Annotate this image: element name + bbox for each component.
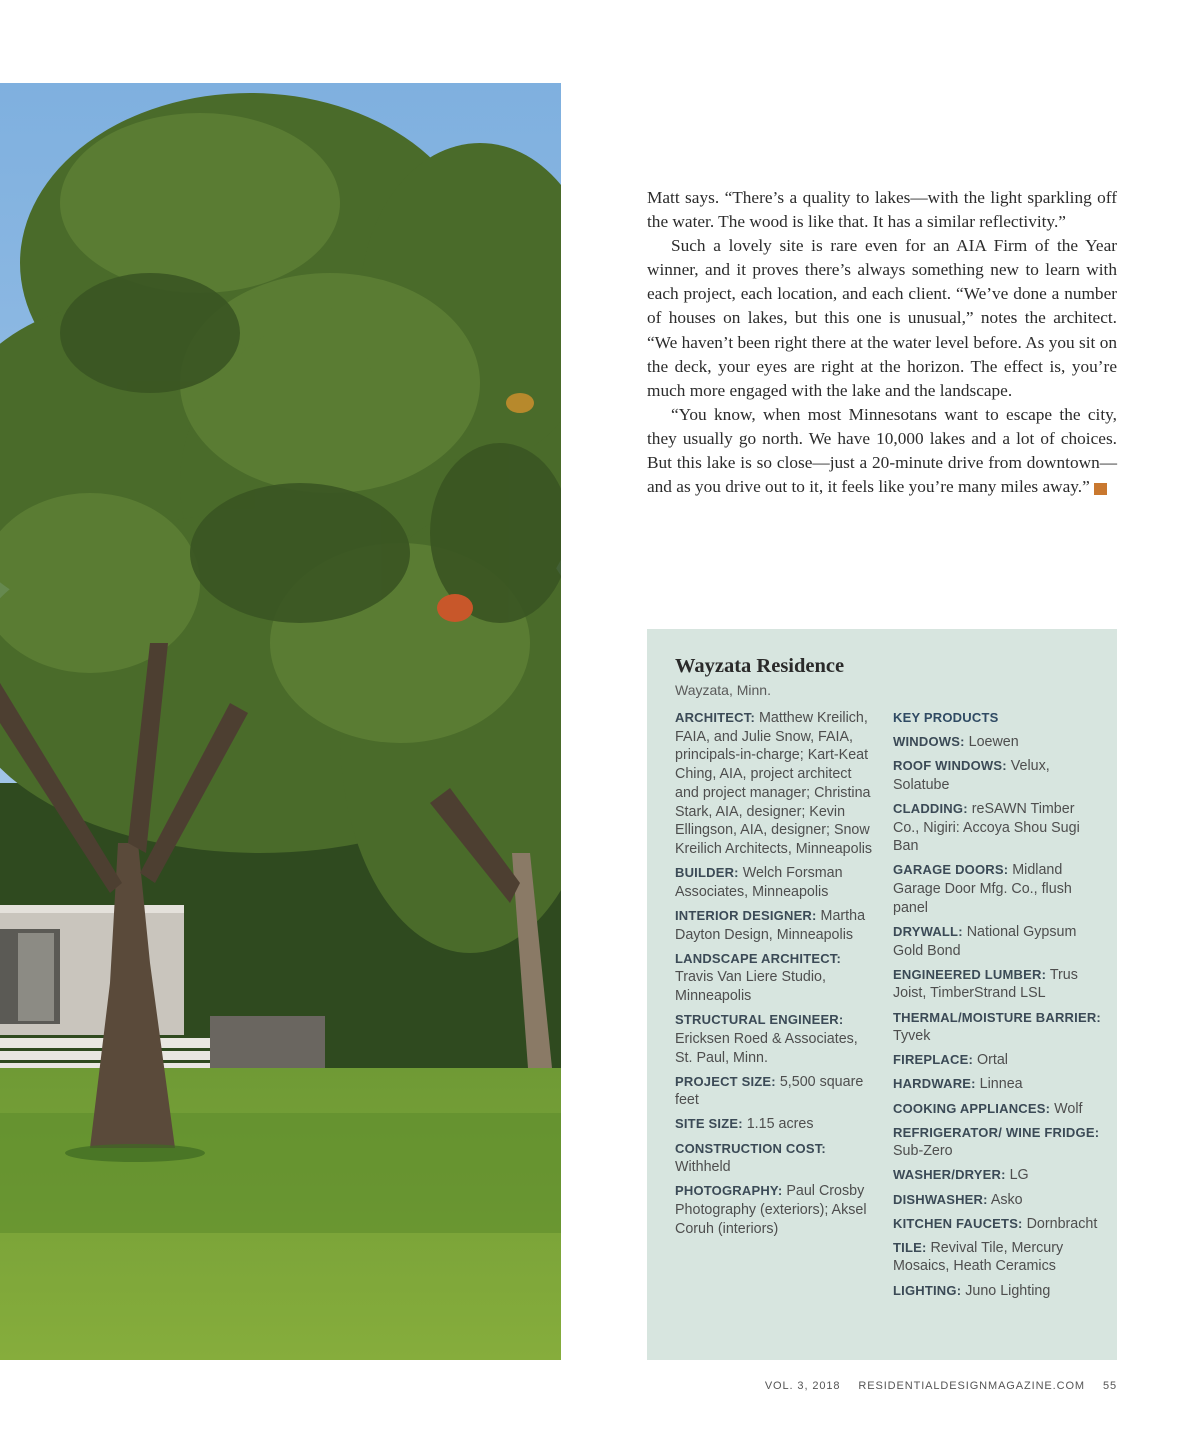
credit-entry — [893, 1239, 1103, 1276]
credit-entry — [893, 757, 1103, 794]
project-credits-box — [647, 629, 1117, 1360]
credit-value: Dornbracht — [1026, 1215, 1098, 1232]
credit-value: Welch Forsman Associates, Minneapolis — [675, 865, 843, 900]
credit-label: ENGINEERED LUMBER: — [893, 966, 1047, 982]
credit-label: STRUCTURAL ENGINEER: — [675, 1012, 844, 1028]
credit-value: 1.15 acres — [746, 1116, 814, 1133]
credit-value: Sub-Zero — [893, 1143, 953, 1160]
credit-label: REFRIGERATOR/ WINE FRIDGE: — [893, 1124, 1100, 1140]
key-products-heading: KEY PRODUCTS — [893, 710, 999, 725]
credit-label: DRYWALL: — [893, 923, 963, 939]
article-body — [647, 186, 1128, 499]
credit-label: LANDSCAPE ARCHITECT: — [675, 950, 842, 966]
credit-entry — [893, 1124, 1103, 1161]
credit-label: CONSTRUCTION COST: — [675, 1140, 826, 1156]
credit-entry — [893, 1282, 1103, 1301]
credit-label: GARAGE DOORS: — [893, 862, 1009, 878]
credit-label: PHOTOGRAPHY: — [675, 1183, 783, 1199]
credit-value: Matthew Kreilich, FAIA, and Julie Snow, FAIA, principals-in-charge; Kart-Keat Ching, AIA, project architect and project manager; Christina Stark, AIA, designer; Kevin Ellingson, AIA, designer; Snow Kreilich Architects, Minneapolis — [675, 710, 873, 857]
credit-entry — [893, 861, 1103, 917]
credit-value: Travis Van Liere Studio, Minneapolis — [675, 969, 826, 1005]
credit-value: Ericksen Roed & Associates, St. Paul, Minn. — [675, 1030, 858, 1066]
credit-label: BUILDER: — [675, 865, 739, 881]
tree-and-lawn-photo — [0, 83, 561, 1360]
credit-label: PROJECT SIZE: — [675, 1073, 776, 1089]
key-products-column — [893, 709, 1103, 1306]
credit-label: TILE: — [893, 1239, 927, 1255]
article-paragraph: Such a lovely site is rare even for an AIA Firm of the Year winner, and it proves there’s always something new to learn with each project, each location, and each client. “We’ve done a number of houses on lakes, but this one is unusual,” notes the architect. “We haven’t been right there at the water level before. As you sit on the deck, your eyes are right at the horizon. The effect is, you’re much more engaged with the lake and the landscape. — [647, 236, 1117, 400]
credit-value: 5,500 square feet — [675, 1073, 864, 1109]
credit-entry — [893, 923, 1103, 960]
page-footer — [765, 1380, 1117, 1392]
credit-entry — [675, 1115, 875, 1134]
credit-entry — [675, 864, 875, 901]
article-paragraph — [647, 403, 1128, 499]
credit-label: ROOF WINDOWS: — [893, 758, 1007, 774]
credit-value: Revival Tile, Mercury Mosaics, Heath Ceramics — [893, 1239, 1064, 1275]
credit-entry — [675, 907, 875, 944]
credit-label: SITE SIZE: — [675, 1116, 743, 1132]
credit-label: ARCHITECT: — [675, 710, 755, 725]
end-of-article-mark: RD — [1094, 483, 1107, 495]
credit-label: DISHWASHER: — [893, 1191, 988, 1207]
credits-column — [675, 709, 875, 1244]
credit-value: National Gypsum Gold Bond — [893, 923, 1077, 959]
credit-value: LG — [1009, 1167, 1029, 1184]
project-location: Wayzata, Minn. — [675, 682, 771, 698]
credit-entry — [675, 1182, 875, 1238]
credit-entry — [675, 1140, 875, 1177]
credit-entry — [675, 709, 875, 859]
credit-value: Loewen — [968, 734, 1019, 751]
credit-entry — [893, 1075, 1103, 1094]
credit-value: Wolf — [1054, 1100, 1083, 1117]
credit-entry — [893, 1191, 1103, 1210]
credit-value: Linnea — [979, 1076, 1023, 1093]
credit-value: Trus Joist, TimberStrand LSL — [893, 966, 1078, 1002]
credit-entry — [893, 1100, 1103, 1119]
credit-value: Paul Crosby Photography (exteriors); Aksel Coruh (interiors) — [675, 1183, 867, 1237]
credit-entry — [893, 1166, 1103, 1185]
credit-value: Midland Garage Door Mfg. Co., flush panel — [893, 862, 1072, 916]
credit-entry — [675, 1011, 875, 1067]
credit-label: CLADDING: — [893, 800, 968, 816]
credit-label: INTERIOR DESIGNER: — [675, 907, 817, 923]
credit-label: WINDOWS: — [893, 734, 965, 750]
credit-value: Asko — [990, 1191, 1023, 1208]
credit-value: Velux, Solatube — [893, 758, 1050, 793]
page-number: 55 — [1102, 1380, 1117, 1392]
credit-entry — [893, 1009, 1103, 1046]
article-paragraph-text: “You know, when most Minnesotans want to escape the city, they usually go north. We have 10,000 lakes and a lot of choices. But this lake is so close—just a 20-minute drive from downtown—and as you drive out to it, it feels like you’re many miles away.” — [647, 404, 1117, 497]
credit-label: THERMAL/MOISTURE BARRIER: — [893, 1009, 1101, 1025]
project-title: Wayzata Residence — [675, 655, 845, 677]
credit-label: WASHER/DRYER: — [893, 1167, 1006, 1183]
credit-label: COOKING APPLIANCES: — [893, 1100, 1051, 1116]
issue-volume: VOL. 3, 2018 — [764, 1380, 841, 1392]
credit-entry — [675, 1073, 875, 1110]
credit-entry — [893, 800, 1103, 856]
credit-label: HARDWARE: — [893, 1076, 976, 1092]
credit-label: KITCHEN FAUCETS: — [893, 1215, 1023, 1231]
credit-value: Ortal — [976, 1052, 1008, 1069]
credit-value: Withheld — [675, 1159, 731, 1176]
credit-entry — [893, 1215, 1103, 1234]
credit-value: Juno Lighting — [965, 1282, 1051, 1299]
credit-value: Tyvek — [893, 1028, 931, 1045]
credit-value: reSAWN Timber Co., Nigiri: Accoya Shou Sugi Ban — [893, 800, 1080, 855]
credit-entry — [893, 733, 1103, 752]
article-paragraph: Matt says. “There’s a quality to lakes—with the light sparkling off the water. The wood is like that. It has a similar reflectivity.” — [647, 188, 1117, 232]
credit-entry — [675, 950, 875, 1006]
credit-entry — [893, 966, 1103, 1003]
credit-entry — [893, 1051, 1103, 1070]
magazine-website: RESIDENTIALDESIGNMAGAZINE.COM — [858, 1380, 1085, 1392]
credit-label: LIGHTING: — [893, 1282, 962, 1298]
credit-value: Martha Dayton Design, Minneapolis — [675, 907, 866, 943]
credit-label: FIREPLACE: — [893, 1052, 973, 1068]
